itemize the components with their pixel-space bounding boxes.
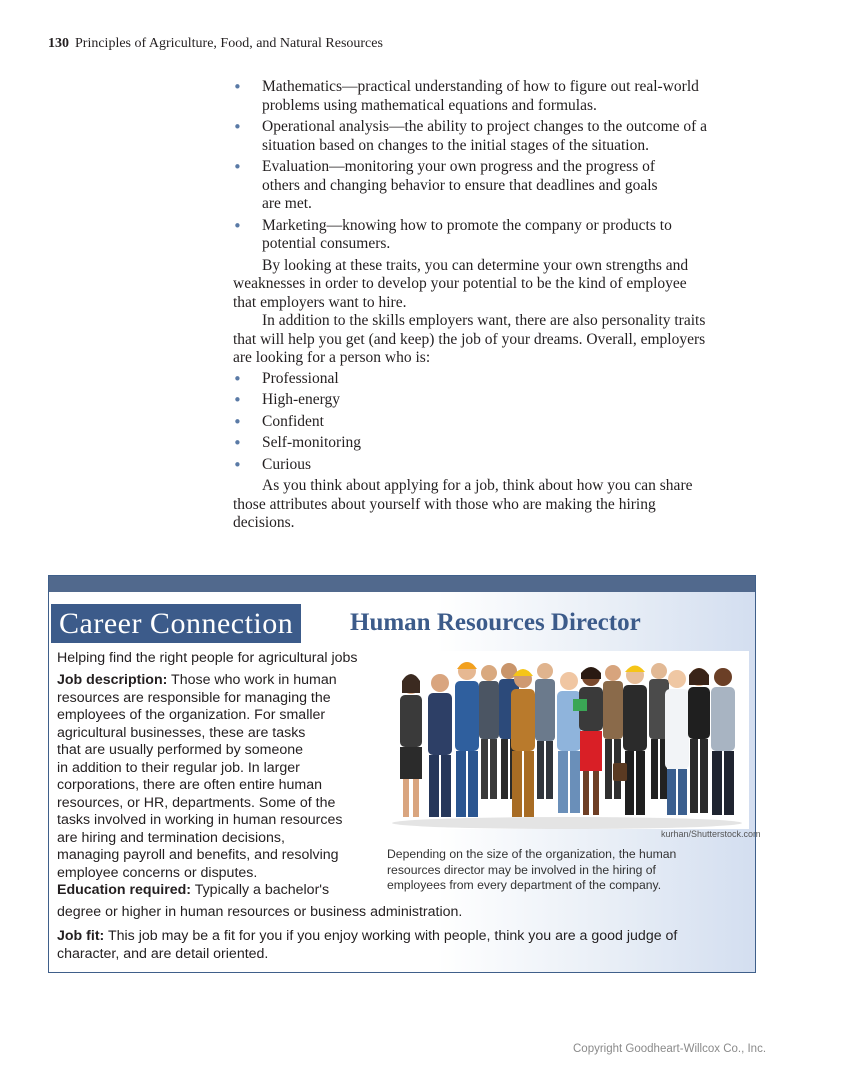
list-item: • Marketing—knowing how to promote the company or products to potential consumers. <box>233 216 672 252</box>
list-item: • Mathematics—practical understanding of how to figure out real-world problems using mathematical equations and formulas. <box>233 78 699 114</box>
list-item: • Self-monitoring <box>233 434 362 452</box>
career-connection-label: Career Connection <box>51 604 301 643</box>
list-item: • High-energy <box>233 391 341 409</box>
job-fit-label: Job fit: <box>57 928 105 944</box>
career-title: Human Resources Director <box>350 609 641 636</box>
bullet-icon: • <box>233 158 242 176</box>
career-connection-box <box>48 575 761 973</box>
job-description-label: Job description: <box>57 672 168 688</box>
running-head <box>48 36 383 52</box>
box-top-bar <box>49 576 755 592</box>
bullet-icon: • <box>233 434 242 452</box>
bullet-icon: • <box>233 391 242 409</box>
photo-caption: Depending on the size of the organization, the human resources director may be involved in the hiring of employees from every department of the company. <box>387 847 677 892</box>
paragraph: By looking at these traits, you can determine your own strengths and weaknesses in order to develop your potential to be the kind of employee that employers want to hire. <box>233 256 689 311</box>
bullet-icon: • <box>233 369 242 388</box>
photo-credit: kurhan/Shutterstock.com <box>661 829 761 839</box>
list-item: • Evaluation—monitoring your own progress and the progress of others and changing behavior to ensure that deadlines and goals are met. <box>233 158 658 212</box>
education-required: Education required: Typically a bachelor's <box>57 882 330 898</box>
skills-list <box>233 78 755 254</box>
bullet-icon: • <box>233 118 242 136</box>
traits-list <box>233 370 755 475</box>
body-text <box>233 78 755 533</box>
running-title: Principles of Agriculture, Food, and Natural Resources <box>75 36 383 51</box>
job-description: Job description: Those who work in human resources are responsible for managing the employees of the organization. For smaller agricultural businesses, these are tasks that are usually performed by someone in addition to their regular job. In larger corporations, there are often entire human resources, or HR, departments. Some of the tasks involved in working in human resources are hiring and termination decisions, managing payroll and benefits, and resolving employee concerns or disputes. <box>57 672 343 881</box>
paragraph: In addition to the skills employers want, there are also personality traits that will help you get (and keep) the job of your dreams. Overall, employers are looking for a person who is: <box>233 312 706 366</box>
education-continued: degree or higher in human resources or business administration. <box>57 904 463 920</box>
copyright-footer: Copyright Goodheart-Willcox Co., Inc. <box>573 1043 767 1055</box>
bullet-icon: • <box>233 455 242 474</box>
bullet-icon: • <box>233 412 242 431</box>
group-of-workers-image <box>385 651 749 829</box>
career-tagline: Helping find the right people for agricultural jobs <box>57 650 358 666</box>
bullet-icon: • <box>233 78 242 96</box>
list-item: • Professional <box>233 369 339 388</box>
list-item: • Confident <box>233 412 324 431</box>
job-fit: Job fit: This job may be a fit for you if you enjoy working with people, think you are a good judge of character, and are detail oriented. <box>57 928 678 962</box>
bullet-icon: • <box>233 216 242 235</box>
workers-photo <box>385 651 749 829</box>
paragraph: As you think about applying for a job, think about how you can share those attributes about yourself with those who are making the hiring decisions. <box>233 477 693 531</box>
list-item: • Operational analysis—the ability to project changes to the outcome of a situation based on changes to the initial stages of the situation. <box>233 118 708 154</box>
list-item: • Curious <box>233 455 312 474</box>
education-label: Education required: <box>57 882 192 898</box>
page-number: 130 <box>48 36 69 51</box>
